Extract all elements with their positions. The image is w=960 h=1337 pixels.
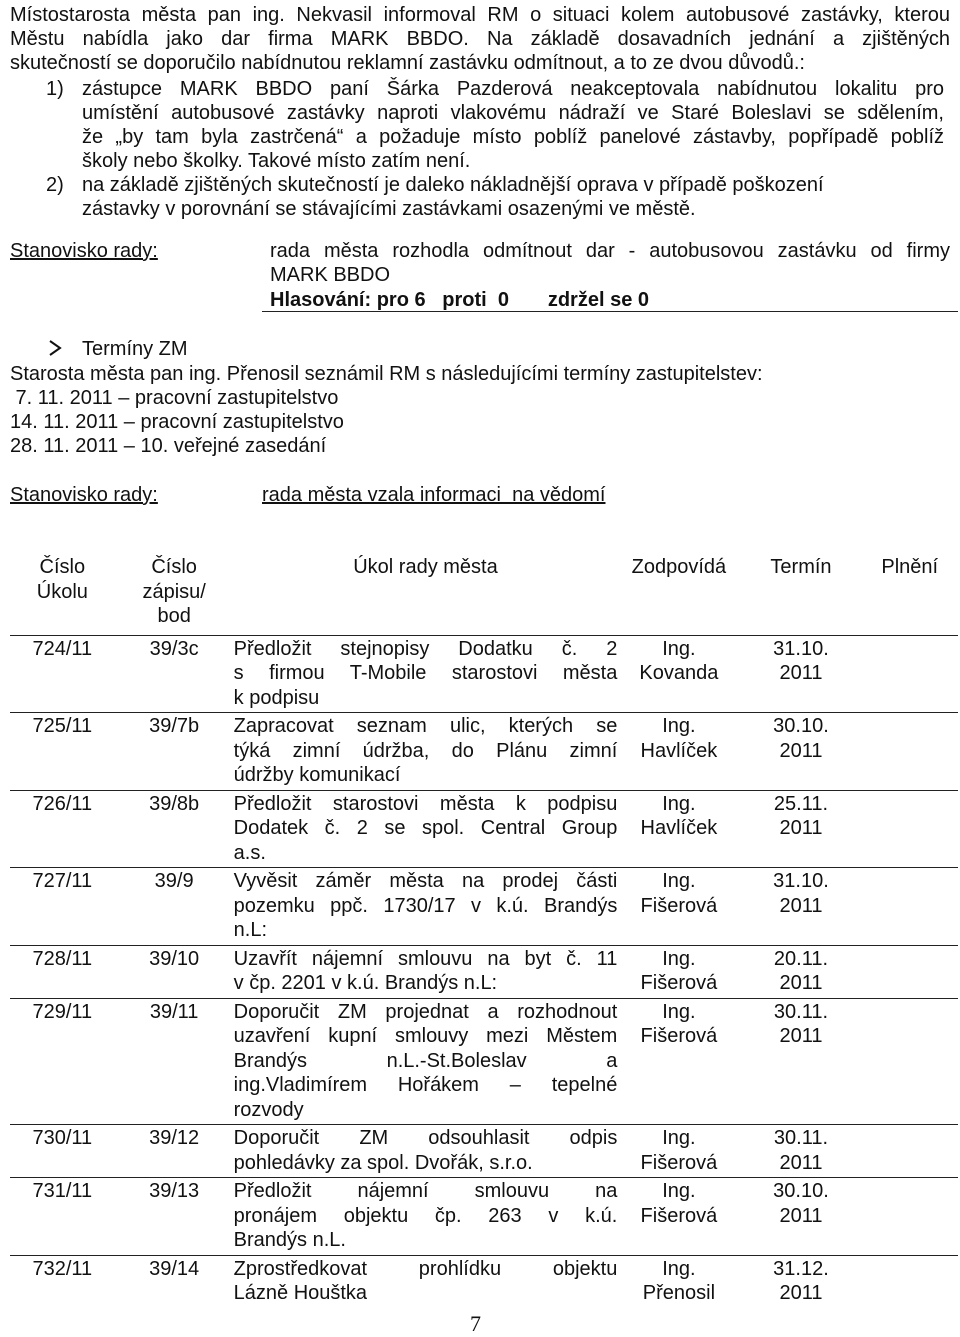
reason-item: [82, 173, 944, 221]
cell-text-line: pronájem objektu čp. 263 v k.ú.: [233, 1204, 618, 1227]
cell-zodpovida: [617, 713, 740, 791]
cell-text-line: 2011: [779, 1204, 823, 1227]
cell-cislo-ukolu: 728/11: [10, 945, 115, 998]
cell-text-line: 2011: [779, 1282, 823, 1304]
vote-result: Hlasování: pro 6 proti 0 zdržel se 0: [270, 289, 649, 311]
termin-item: 7. 11. 2011 – pracovní zastupitelstvo: [10, 387, 339, 409]
table-row: [10, 635, 958, 713]
cell-text-line: Fišerová: [640, 1151, 718, 1174]
cell-text-line: Zprostředkovat prohlídku objektu: [233, 1257, 618, 1280]
stanovisko-label: Stanovisko rady:: [10, 484, 158, 506]
cell-cislo-zapisu: 39/14: [115, 1255, 234, 1308]
cell-plneni: [862, 1255, 958, 1308]
table-body: [10, 635, 958, 1308]
tasks-table: [10, 554, 958, 1308]
cell-text-line: Vyvěsit záměr města na prodej části: [233, 870, 618, 892]
cell-text-line: Kovanda: [639, 662, 719, 684]
header-text: Číslo: [151, 556, 197, 578]
intro-line: skutečností se doporučilo nabídnutou reklamní zastávku odmítnout, a to ze dvou důvodů.:: [10, 52, 805, 74]
cell-text-line: 2011: [779, 817, 823, 839]
header-zodpovida: Zodpovídá: [631, 556, 727, 578]
stanovisko-label: Stanovisko rady:: [10, 240, 158, 262]
cell-cislo-ukolu: 726/11: [10, 790, 115, 868]
cell-text-line: Fišerová: [640, 1204, 718, 1227]
header-text: bod: [157, 605, 191, 627]
cell-text-line: 30.11.: [773, 1000, 829, 1023]
cell-text-line: Předložit stejnopisy Dodatku č. 2: [233, 637, 618, 660]
table-row: [10, 868, 958, 946]
cell-text-line: Havlíček: [640, 817, 718, 839]
cell-text-line: Doporučit ZM odsouhlasit odpis: [233, 1127, 618, 1149]
cell-cislo-ukolu: 732/11: [10, 1255, 115, 1308]
header-text: Číslo: [39, 556, 86, 578]
cell-zodpovida: [617, 868, 740, 946]
reason-line: umístění autobusové zastávky naproti vlakovému nádraží ve Staré Boleslavi se sdělením,: [82, 102, 944, 124]
cell-cislo-ukolu: 731/11: [10, 1178, 115, 1256]
cell-text-line: Ing.: [662, 1180, 696, 1202]
cell-text-line: Brandýs n.L.-St.Boleslav a: [233, 1049, 618, 1072]
cell-ukol: [234, 868, 618, 946]
cell-text-line: 30.10.: [773, 1180, 829, 1202]
cell-text-line: 2011: [779, 894, 823, 917]
table-header-row: [10, 554, 958, 635]
cell-text-line: Předložit starostovi města k podpisu: [233, 792, 618, 815]
cell-plneni: [862, 713, 958, 791]
table-row: [10, 713, 958, 791]
cell-text-line: 2011: [779, 972, 823, 994]
cell-text-line: Zapracovat seznam ulic, kterých se: [233, 715, 618, 737]
cell-text-line: Havlíček: [640, 739, 718, 762]
cell-text-line: 25.11.: [773, 792, 829, 815]
cell-text-line: týká zimní údržba, do Plánu zimní: [233, 739, 618, 762]
cell-text-line: Ing.: [662, 1000, 696, 1023]
cell-text-line: Přenosil: [642, 1282, 716, 1304]
cell-cislo-zapisu: 39/7b: [115, 713, 234, 791]
cell-text-line: uzavření kupní smlouvy mezi Městem: [233, 1025, 618, 1047]
cell-text-line: rozvody: [233, 1098, 304, 1121]
cell-text-line: Ing.: [662, 1257, 696, 1280]
termin-item: 14. 11. 2011 – pracovní zastupitelstvo: [10, 411, 344, 433]
cell-text-line: Brandýs n.L.: [233, 1229, 346, 1251]
reason-number: 1): [46, 78, 64, 100]
cell-cislo-zapisu: 39/13: [115, 1178, 234, 1256]
intro-line: Městu nabídla jako dar firma MARK BBDO. Na základě dosavadních jednání a zjištěných: [10, 28, 950, 50]
header-cislo-zapisu: [115, 554, 234, 635]
cell-termin: [740, 998, 861, 1125]
intro-line: Místostarosta města pan ing. Nekvasil informoval RM o situaci kolem autobusové zastávky, kterou: [10, 4, 950, 26]
cell-text-line: s firmou T-Mobile starostovi města: [233, 662, 618, 684]
cell-text-line: Dodatek č. 2 se spol. Central Group: [233, 817, 618, 839]
arrow-bullet-icon: [47, 340, 63, 356]
cell-ukol: [234, 1125, 618, 1178]
cell-cislo-zapisu: 39/3c: [115, 635, 234, 713]
cell-termin: [740, 790, 861, 868]
cell-cislo-ukolu: 730/11: [10, 1125, 115, 1178]
cell-plneni: [862, 998, 958, 1125]
header-text: Úkolu: [36, 580, 88, 603]
cell-ukol: [234, 1255, 618, 1308]
cell-cislo-zapisu: 39/9: [115, 868, 234, 946]
cell-termin: [740, 868, 861, 946]
cell-text-line: údržby komunikací: [233, 764, 401, 786]
divider-line: [262, 311, 958, 312]
table-row: [10, 790, 958, 868]
cell-zodpovida: [617, 790, 740, 868]
cell-text-line: Ing.: [662, 715, 696, 737]
cell-text-line: pohledávky za spol. Dvořák, s.r.o.: [233, 1151, 533, 1174]
stanovisko-text: rada města vzala informaci na vědomí: [262, 484, 606, 506]
cell-text-line: 2011: [779, 662, 823, 684]
cell-text-line: a.s.: [233, 841, 266, 864]
cell-text-line: Ing.: [662, 947, 696, 970]
cell-zodpovida: [617, 1178, 740, 1256]
table-row: [10, 1125, 958, 1178]
reason-item: [82, 77, 944, 173]
cell-plneni: [862, 868, 958, 946]
cell-zodpovida: [617, 1255, 740, 1308]
cell-text-line: Fišerová: [640, 972, 718, 994]
cell-text-line: pozemku ppč. 1730/17 v k.ú. Brandýs: [233, 894, 618, 917]
cell-zodpovida: [617, 945, 740, 998]
cell-text-line: Fišerová: [640, 1025, 718, 1047]
cell-cislo-ukolu: 727/11: [10, 868, 115, 946]
table-row: [10, 1178, 958, 1256]
stanovisko-text-line: MARK BBDO: [270, 264, 391, 286]
cell-termin: [740, 1125, 861, 1178]
cell-ukol: [234, 790, 618, 868]
cell-text-line: 31.12.: [773, 1257, 829, 1280]
cell-plneni: [862, 790, 958, 868]
header-ukol: Úkol rady města: [353, 556, 498, 578]
reason-line: školy nebo školky. Takové místo zatím není.: [82, 150, 471, 172]
termin-item: 28. 11. 2011 – 10. veřejné zasedání: [10, 435, 327, 457]
header-plneni: Plnění: [881, 556, 939, 578]
cell-ukol: [234, 998, 618, 1125]
reason-line: zástupce MARK BBDO paní Šárka Pazderová neakceptovala nabídnutou lokalitu pro: [82, 78, 944, 100]
cell-text-line: 2011: [779, 1025, 823, 1047]
cell-text-line: 20.11.: [773, 947, 829, 970]
reason-line: že „by tam byla zastrčená“ a požaduje místo poblíž panelové zástavby, popřípadě poblíž: [82, 126, 944, 148]
cell-text-line: v čp. 2201 v k.ú. Brandýs n.L:: [233, 972, 498, 994]
table-row: [10, 945, 958, 998]
stanovisko-text-line: rada města rozhodla odmítnout dar - autobusovou zastávku od firmy: [270, 240, 950, 262]
cell-termin: [740, 1178, 861, 1256]
cell-cislo-zapisu: 39/11: [115, 998, 234, 1125]
cell-text-line: Předložit nájemní smlouvu na: [233, 1180, 618, 1202]
cell-cislo-ukolu: 724/11: [10, 635, 115, 713]
cell-cislo-ukolu: 729/11: [10, 998, 115, 1125]
cell-text-line: 2011: [779, 739, 823, 762]
stanovisko-text: [270, 239, 950, 287]
header-termin: Termín: [770, 556, 832, 578]
cell-text-line: 31.10.: [773, 870, 829, 892]
table-row: [10, 1255, 958, 1308]
cell-text-line: 2011: [779, 1151, 823, 1174]
cell-zodpovida: [617, 998, 740, 1125]
cell-ukol: [234, 1178, 618, 1256]
cell-cislo-ukolu: 725/11: [10, 713, 115, 791]
cell-zodpovida: [617, 1125, 740, 1178]
terminy-intro: Starosta města pan ing. Přenosil seznámil RM s následujícími termíny zastupitelstev:: [10, 363, 763, 385]
table-row: [10, 998, 958, 1125]
cell-zodpovida: [617, 635, 740, 713]
cell-text-line: Ing.: [662, 870, 696, 892]
cell-text-line: n.L:: [233, 919, 267, 941]
cell-termin: [740, 1255, 861, 1308]
cell-plneni: [862, 635, 958, 713]
cell-text-line: Ing.: [662, 792, 696, 815]
cell-text-line: Doporučit ZM projednat a rozhodnout: [233, 1000, 618, 1023]
page-number: 7: [470, 1311, 481, 1336]
header-text: zápisu/: [142, 580, 206, 603]
cell-text-line: Fišerová: [640, 894, 718, 917]
cell-cislo-zapisu: 39/10: [115, 945, 234, 998]
cell-termin: [740, 945, 861, 998]
cell-text-line: 31.10.: [773, 637, 829, 660]
cell-text-line: 30.11.: [773, 1127, 829, 1149]
cell-cislo-zapisu: 39/12: [115, 1125, 234, 1178]
cell-text-line: ing.Vladimírem Hořákem – tepelné: [233, 1074, 618, 1096]
cell-text-line: 30.10.: [773, 715, 829, 737]
cell-termin: [740, 635, 861, 713]
header-cislo-ukolu: [10, 554, 115, 635]
cell-text-line: k podpisu: [233, 686, 320, 709]
cell-cislo-zapisu: 39/8b: [115, 790, 234, 868]
cell-ukol: [234, 713, 618, 791]
reason-number: 2): [46, 174, 64, 196]
cell-text-line: Ing.: [662, 1127, 696, 1149]
terminy-heading: Termíny ZM: [82, 338, 188, 360]
cell-ukol: [234, 635, 618, 713]
cell-plneni: [862, 1178, 958, 1256]
reason-line: na základě zjištěných skutečností je daleko nákladnější oprava v případě poškození: [82, 174, 824, 196]
intro-paragraph: [10, 3, 950, 75]
cell-text-line: Ing.: [662, 637, 696, 660]
cell-plneni: [862, 945, 958, 998]
cell-ukol: [234, 945, 618, 998]
cell-termin: [740, 713, 861, 791]
reason-line: zástavky v porovnání se stávajícími zastávkami osazenými ve městě.: [82, 198, 696, 220]
cell-text-line: Uzavřít nájemní smlouvu na byt č. 11: [233, 947, 618, 970]
cell-plneni: [862, 1125, 958, 1178]
cell-text-line: Lázně Houštka: [233, 1282, 368, 1304]
